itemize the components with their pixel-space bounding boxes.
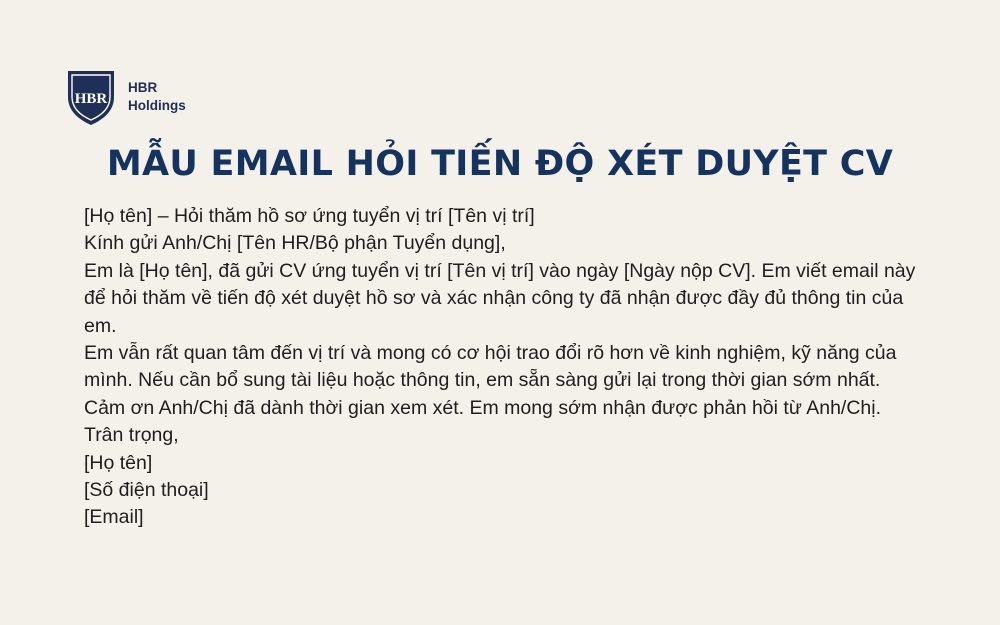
signature-email: [Email] xyxy=(84,506,144,529)
email-closing: Trân trọng, xyxy=(84,424,179,447)
email-paragraph-interest: Em vẫn rất quan tâm đến vị trí và mong có cơ hội trao đổi rõ hơn về kinh nghiệm, kỹ năng của mình. Nếu cần bổ sung tài liệu hoặc thông tin, em sẵn sàng gửi lại trong thời gian sớm nhất. xyxy=(84,342,897,392)
email-paragraph-thanks: Cảm ơn Anh/Chị đã dành thời gian xem xét. Em mong sớm nhận được phản hồi từ Anh/Chị. xyxy=(84,396,882,419)
page-title: MẪU EMAIL HỎI TIẾN ĐỘ XÉT DUYỆT CV xyxy=(106,144,894,184)
brand-logo xyxy=(62,67,186,127)
email-subject: [Họ tên] – Hỏi thăm hồ sơ ứng tuyển vị trí [Tên vị trí] xyxy=(84,205,535,227)
brand-name xyxy=(128,79,186,115)
brand-name-line2: Holdings xyxy=(128,98,186,113)
brand-name-line1: HBR xyxy=(128,80,158,95)
hbr-shield-icon xyxy=(62,67,120,127)
signature-phone: [Số điện thoại] xyxy=(84,479,209,502)
signature-name: [Họ tên] xyxy=(84,451,153,474)
email-paragraph-intro: Em là [Họ tên], đã gửi CV ứng tuyển vị trí [Tên vị trí] vào ngày [Ngày nộp CV]. Em viết email này để hỏi thăm về tiến độ xét duyệt hồ sơ và xác nhận công ty đã nhận được đầy đủ thông tin của em. xyxy=(84,259,916,337)
email-greeting: Kính gửi Anh/Chị [Tên HR/Bộ phận Tuyển dụng], xyxy=(84,232,506,255)
email-template-body xyxy=(84,203,924,532)
logo-monogram: HBR xyxy=(74,91,108,107)
